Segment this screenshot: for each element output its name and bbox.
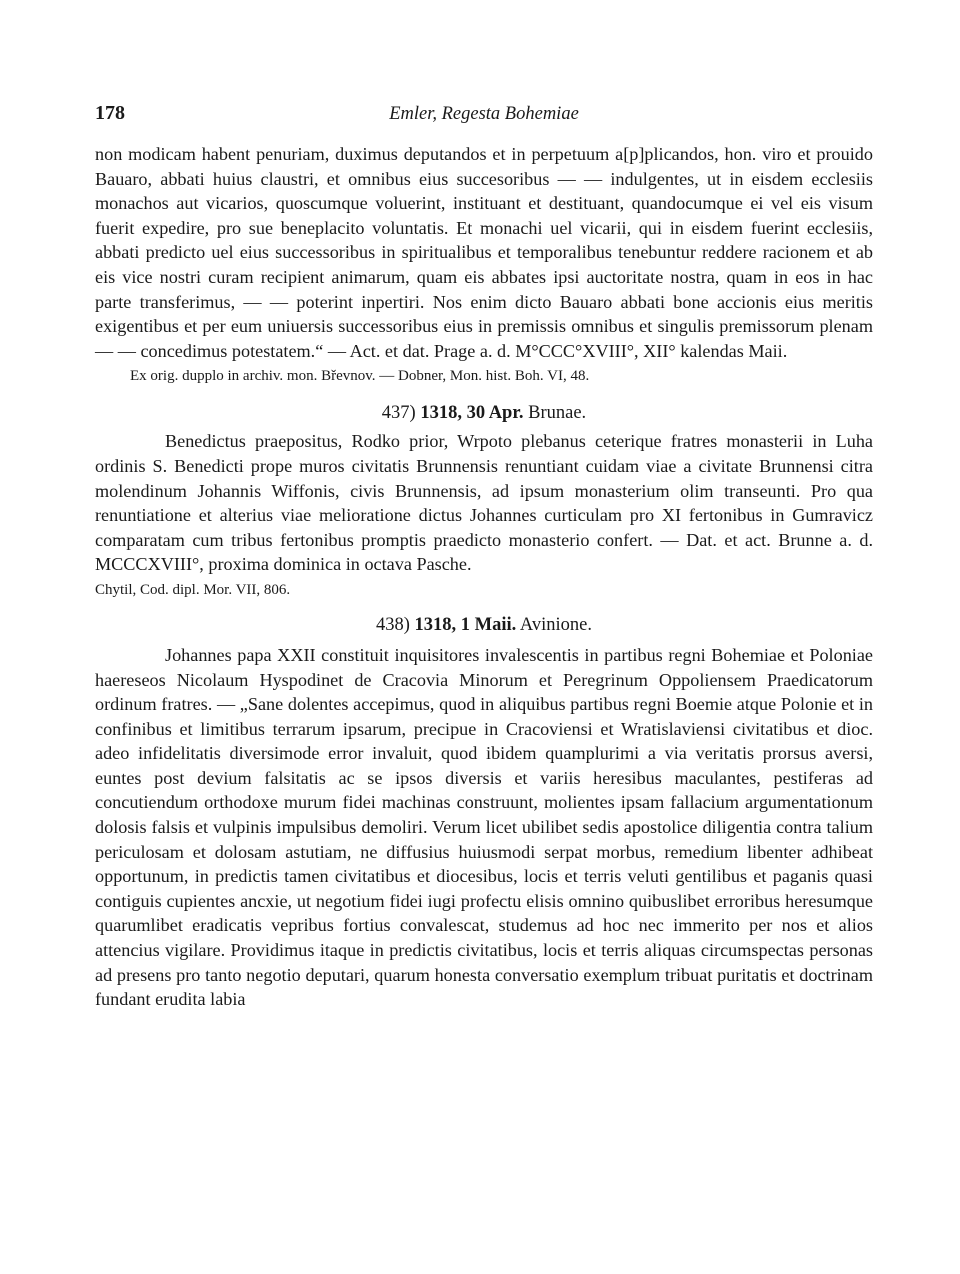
continuation-source: Ex orig. dupplo in archiv. mon. Břevnov. — Dobner, Mon. hist. Boh. VI, 48. xyxy=(130,368,590,385)
entry-source: Chytil, Cod. dipl. Mor. VII, 806. xyxy=(95,581,291,598)
page-header xyxy=(95,102,873,142)
running-title: Emler, Regesta Bohemiae xyxy=(389,104,579,124)
entry-text: Johannes papa XXII constituit inquisitores invalescentis in partibus regni Bohemiae et Poloniae haereseos Nicolaum Hyspodinet de Cracovia Minorum et Peregrinum Oppoliensem Praedicatorum ordinum fratres. — „Sane dolentes accepimus, quod in aliquibus partibus regni Boemie atque Polonie et in confinibus et limitibus terrarum ipsarum, precipue in Cracoviensi et Wratislaviensi civitatibus et dioc. adeo infidelitatis diversimode error invaluit, quod ibidem quamplurimi a via veritatis prorsus aversi, euntes post devium falsitatis ac se ipsos diversis et variis heresibus maculantes, pestiferas ad concutiendum orthodoxe murum fidei machinas construunt, molientes ipsam fallacium argumentationum dolosis falsis et vulpinis impulsibus demoliri. Verum licet ubilibet sedis apostolice diligentia contra talium periculosam et dolosam astutiam, ne diffusius huiusmodi serpat morbus, remedium libenter adhibeat opportunum, in predictis tamen civitatibus et diocesibus, locis et terris veluti gentilibus et paganis quasi contiguis cupientes ancxie, ut negotium fidei iugi profectu elisis omnino quibuslibet erroribus heresumque quarumlibet eradicatis vepribus fortius convalescat, studemus ad hoc nec immerito per nos et alios attencius vigilare. Providimus itaque in predictis civitatibus, locis et terris aliquas circumspectas personas ad presens pro tanto negotio deputari, quarum honesta conversatio exemplum tribuat puritatis et doctrinam fundant erudita labia xyxy=(95,644,873,1010)
entry-place: Avinione. xyxy=(519,614,592,635)
entry-text: Benedictus praepositus, Rodko prior, Wrpoto plebanus ceterique fratres monasterii in Luha ordinis S. Benedicti prope muros civitatis Brunnensis renuntiant cuidam viae a civitate Brunnensi citra molendinum Johannis Wiffonis, civis Brunnensis, ad ipsum monasterium olim transeunti. Pro qua renuntiatione et alterius viae melioratione dictus Johannes curticulam pro XI fertonibus in Gumravicz comparatam cum tribus fertonibus promptis praedicto monasterio confert. — Dat. et act. Brunne a. d. MCCCXVIII°, proxima dominica in octava Pasche. xyxy=(95,431,873,575)
entry-heading xyxy=(95,613,873,637)
entry-number: 438) xyxy=(375,614,410,635)
page-number: 178 xyxy=(95,102,125,124)
entry-place: Brunae. xyxy=(528,403,587,424)
entry-date: 1318, 1 Maii. xyxy=(414,614,517,635)
entry-heading xyxy=(95,401,873,425)
continuation-text: non modicam habent penuriam, duximus deputandos et in perpetuum a[p]plicandos, hon. viro et prouido Bauaro, abbati huius claustri, et omnibus eius succesoribus — — indulgentes, ut in eisdem ecclesiis monachos aut vicarios, quoscumque voluerint, instituant et destituant, quandocumque ei vel eis visum fuerit expedire, pro sue beneplacito voluntatis. Et monachi uel vicarii, qui in eisdem fuerint ecclesiis, abbati predicto uel eius successoribus in spiritualibus et temporalibus tenebuntur reddere racionem et ab eis vice nostri curam recipient animarum, quam eis abbates ipsi auctoritate nostra, quam in eos in hac parte transferimus, — — poterint inpertiri. Nos enim dicto Bauaro abbati bone accionis eius meritis exigentibus et per eum uniuersis successoribus eius in premissis omnibus et singulis premissorum plenam — — concedimus potestatem.“ — Act. et dat. Prage a. d. M°CCC°XVIII°, XII° kalendas Maii. xyxy=(95,144,873,361)
entry-date: 1318, 30 Apr. xyxy=(420,403,524,424)
document-page xyxy=(95,102,873,1012)
entry-number: 437) xyxy=(381,403,416,424)
